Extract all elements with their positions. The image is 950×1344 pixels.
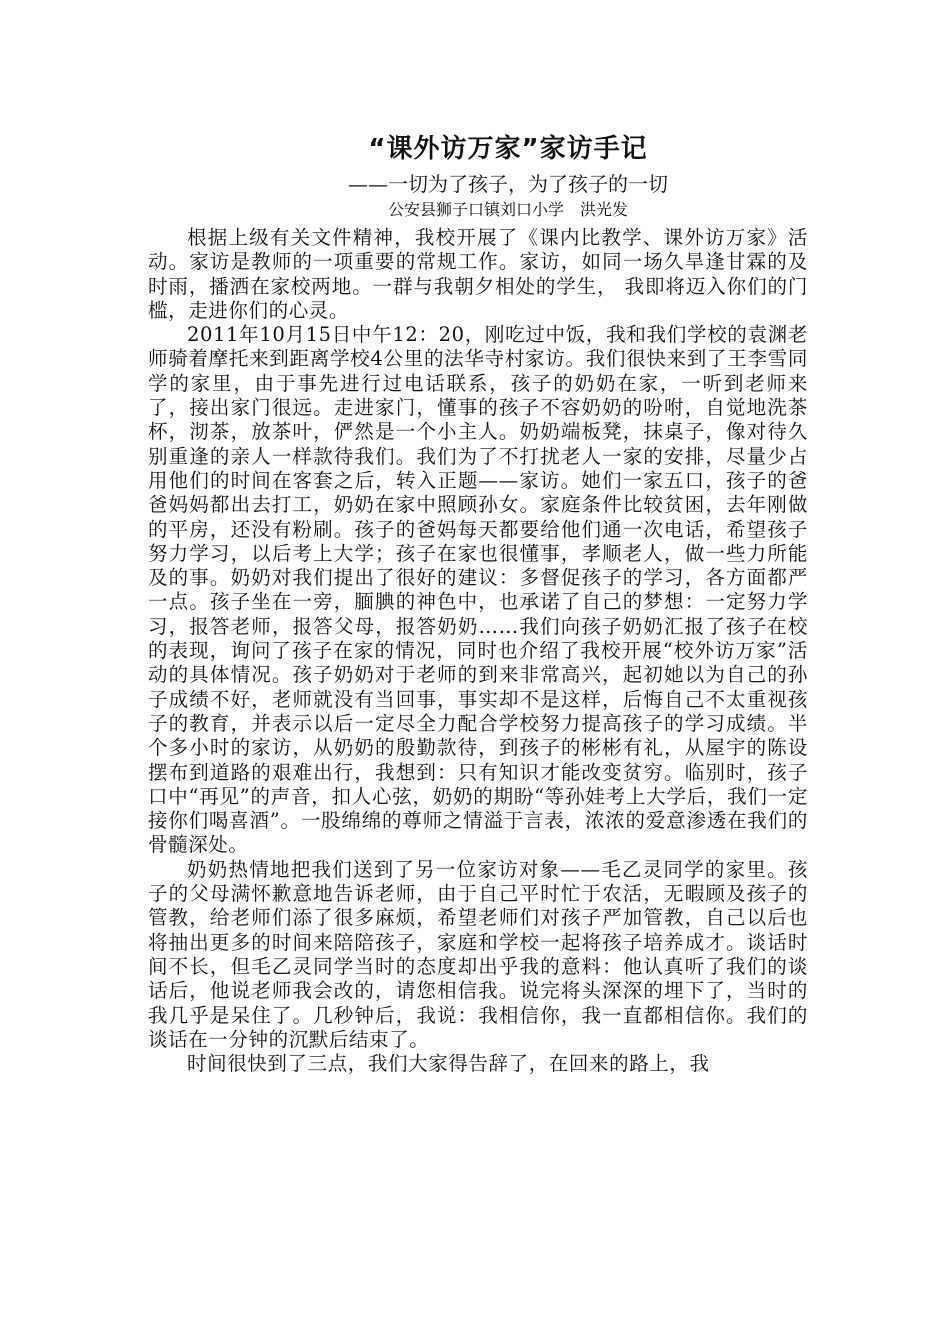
paragraph-second-visit: 奶奶热情地把我们送到了另一位家访对象——毛乙灵同学的家里。孩子的父母满怀歉意地告诉老师，由于自己平时忙于农活，无暇顾及孩子的管教，给老师们添了很多麻烦，希望老师们对孩子严加管教，自己以后也将抽出更多的时间来陪陪孩子，家庭和学校一起将孩子培养成才。谈话时间不长，但毛乙灵同学当时的态度却出乎我的意料：他认真听了我们的谈话后，他说老师我会改的，请您相信我。说完将头深深的埋下了，当时的我几乎是呆住了。几秒钟后，我说：我相信你，我一直都相信你。我们的谈话在一分钟的沉默后结束了。 — [148, 857, 808, 1051]
document-subtitle: ——一切为了孩子，为了孩子的一切 — [348, 172, 668, 196]
paragraph-return: 时间很快到了三点，我们大家得告辞了，在回来的路上，我 — [187, 1052, 710, 1076]
document-title: “课外访万家”家访手记 — [368, 134, 648, 164]
document-author: 公安县狮子口镇刘口小学 洪光发 — [387, 200, 628, 219]
document-page — [148, 130, 808, 1076]
paragraph-intro: 根据上级有关文件精神，我校开展了《课内比教学、课外访万家》活动。家访是教师的一项重要的常规工作。家访，如同一场久旱逢甘霖的及时雨，播洒在家校两地。一群与我朝夕相处的学生， 我即将迈入你们的门槛，走进你们的心灵。 — [148, 226, 808, 322]
paragraph-first-visit: 2011年10月15日中午12：20，刚吃过中饭，我和我们学校的袁渊老师骑着摩托来到距离学校4公里的法华寺村家访。我们很快来到了王李雪同学的家里，由于事先进行过电话联系，孩子的奶奶在家，一听到老师来了，接出家门很远。走进家门，懂事的孩子不容奶奶的吩咐，自觉地洗茶杯，沏茶，放茶叶，俨然是一个小主人。奶奶端板凳，抹桌子，像对待久别重逢的亲人一样款待我们。我们为了不打扰老人一家的安排，尽量少占用他们的时间在客套之后，转入正题——家访。她们一家五口，孩子的爸爸妈妈都出去打工，奶奶在家中照顾孙女。家庭条件比较贫困，去年刚做的平房，还没有粉刷。孩子的爸妈每天都要给他们通一次电话，希望孩子努力学习，以后考上大学；孩子在家也很懂事，孝顺老人，做一些力所能及的事。奶奶对我们提出了很好的建议：多督促孩子的学习，各方面都严一点。孩子坐在一旁，腼腆的神色中，也承诺了自己的梦想：一定努力学习，报答老师，报答父母，报答奶奶……我们向孩子奶奶汇报了孩子在校的表现，询问了孩子在家的情况，同时也介绍了我校开展“校外访万家”活动的具体情况。孩子奶奶对于老师的到来非常高兴，起初她以为自己的孙子成绩不好，老师就没有当回事，事实却不是这样，后悔自己不太重视孩子的教育，并表示以后一定尽全力配合学校努力提高孩子的学习成绩。半个多小时的家访，从奶奶的殷勤款待，到孩子的彬彬有礼，从屋宇的陈设摆布到道路的艰难出行，我想到：只有知识才能改变贫穷。临别时，孩子口中“再见”的声音，扣人心弦，奶奶的期盼“等孙娃考上大学后，我们一定接你们喝喜酒”。一股绵绵的尊师之情溢于言表，浓浓的爱意渗透在我们的骨髓深处。 — [148, 323, 808, 857]
